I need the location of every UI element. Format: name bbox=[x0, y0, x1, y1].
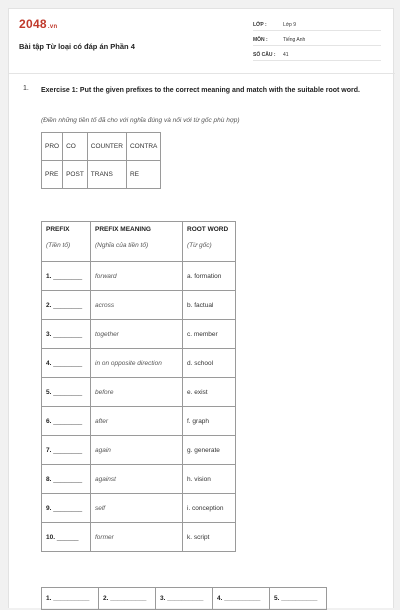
table-row bbox=[42, 349, 236, 378]
prefix-cell: POST bbox=[63, 161, 88, 189]
row-number: 5. bbox=[46, 388, 52, 396]
table-row bbox=[42, 291, 236, 320]
meaning-cell: self bbox=[91, 494, 183, 523]
question-hint: (Điền những tiền tố đã cho với nghĩa đúng và nối với từ gốc phù hợp) bbox=[41, 117, 240, 124]
meaning-cell: against bbox=[91, 465, 183, 494]
row-number: 10. bbox=[46, 533, 56, 541]
meaning-cell: after bbox=[91, 407, 183, 436]
meta-key: SỐ CÂU : bbox=[253, 52, 276, 58]
meaning-cell: across bbox=[91, 291, 183, 320]
meta-class bbox=[253, 17, 381, 31]
header-subtitle: (Nghĩa của tiền tố) bbox=[95, 242, 149, 249]
row-number: 7. bbox=[46, 446, 52, 454]
meta-key: LỚP : bbox=[253, 22, 267, 28]
logo-suffix: .vn bbox=[47, 24, 58, 30]
row-number: 6. bbox=[46, 417, 52, 425]
prefix-blank-cell[interactable]: 3. ________ bbox=[42, 320, 91, 349]
meaning-cell: in on opposite direction bbox=[91, 349, 183, 378]
root-word-cell: g. generate bbox=[183, 436, 236, 465]
answer-row bbox=[42, 588, 327, 610]
table-row bbox=[42, 378, 236, 407]
meaning-cell: forward bbox=[91, 262, 183, 291]
root-word-cell: d. school bbox=[183, 349, 236, 378]
header-subtitle: (Từ gốc) bbox=[187, 242, 212, 249]
header-cell-meaning bbox=[91, 222, 183, 262]
meta-value: Lớp 9 bbox=[283, 22, 297, 28]
table-row bbox=[42, 465, 236, 494]
table-row bbox=[42, 407, 236, 436]
header-title: ROOT WORD bbox=[187, 226, 229, 233]
row-number: 4. bbox=[46, 359, 52, 367]
worksheet-page bbox=[8, 8, 394, 608]
prefix-cell: COUNTER bbox=[87, 133, 126, 161]
row-number: 3. bbox=[46, 330, 52, 338]
answer-cell[interactable]: 4. __________ bbox=[213, 588, 270, 610]
matching-table bbox=[41, 221, 236, 552]
table-row bbox=[42, 262, 236, 291]
prefix-cell: TRANS bbox=[87, 161, 126, 189]
prefix-cell: PRE bbox=[42, 161, 63, 189]
question-number: 1. bbox=[23, 85, 29, 92]
prefix-blank-cell[interactable]: 5. ________ bbox=[42, 378, 91, 407]
header-cell-prefix bbox=[42, 222, 91, 262]
prefix-blank-cell[interactable]: 7. ________ bbox=[42, 436, 91, 465]
header-title: PREFIX bbox=[46, 226, 70, 233]
prefix-row bbox=[42, 161, 161, 189]
root-word-cell: h. vision bbox=[183, 465, 236, 494]
prefix-blank-cell[interactable]: 8. ________ bbox=[42, 465, 91, 494]
answer-cell[interactable]: 2. __________ bbox=[99, 588, 156, 610]
answer-grid bbox=[41, 587, 327, 610]
meta-subject bbox=[253, 32, 381, 46]
root-word-cell: i. conception bbox=[183, 494, 236, 523]
header-subtitle: (Tiền tố) bbox=[46, 242, 71, 249]
meta-question-count bbox=[253, 47, 381, 61]
table-row bbox=[42, 436, 236, 465]
meaning-cell: again bbox=[91, 436, 183, 465]
table-row bbox=[42, 494, 236, 523]
root-word-cell: a. formation bbox=[183, 262, 236, 291]
prefix-blank-cell[interactable]: 6. ________ bbox=[42, 407, 91, 436]
page-header bbox=[9, 9, 395, 64]
root-word-cell: c. member bbox=[183, 320, 236, 349]
prefix-blank-cell[interactable]: 1. ________ bbox=[42, 262, 91, 291]
header-divider bbox=[9, 73, 395, 74]
answer-cell[interactable]: 5. __________ bbox=[270, 588, 327, 610]
answer-cell[interactable]: 3. __________ bbox=[156, 588, 213, 610]
row-number: 2. bbox=[46, 301, 52, 309]
root-word-cell: e. exist bbox=[183, 378, 236, 407]
root-word-cell: f. graph bbox=[183, 407, 236, 436]
prefix-blank-cell[interactable]: 4. ________ bbox=[42, 349, 91, 378]
root-word-cell: b. factual bbox=[183, 291, 236, 320]
root-word-cell: k. script bbox=[183, 523, 236, 552]
prefix-blank-cell[interactable]: 2. ________ bbox=[42, 291, 91, 320]
meaning-cell: former bbox=[91, 523, 183, 552]
meaning-cell: together bbox=[91, 320, 183, 349]
prefix-box bbox=[41, 132, 161, 189]
meta-key: MÔN : bbox=[253, 37, 268, 43]
header-title: PREFIX MEANING bbox=[95, 226, 151, 233]
question-text: Exercise 1: Put the given prefixes to the correct meaning and match with the suitable root word. bbox=[41, 87, 360, 94]
document-title: Bài tập Từ loại có đáp án Phần 4 bbox=[19, 42, 135, 51]
meta-value: 41 bbox=[283, 52, 289, 58]
row-number: 9. bbox=[46, 504, 52, 512]
row-number: 8. bbox=[46, 475, 52, 483]
table-row bbox=[42, 320, 236, 349]
prefix-cell: CO bbox=[63, 133, 88, 161]
prefix-blank-cell[interactable]: 9. ________ bbox=[42, 494, 91, 523]
table-header-row bbox=[42, 222, 236, 262]
prefix-cell: CONTRA bbox=[126, 133, 160, 161]
meaning-cell: before bbox=[91, 378, 183, 407]
prefix-cell: RE bbox=[126, 161, 160, 189]
header-cell-root-word bbox=[183, 222, 236, 262]
answer-cell[interactable]: 1. __________ bbox=[42, 588, 99, 610]
meta-value: Tiếng Anh bbox=[283, 37, 306, 43]
prefix-blank-cell[interactable]: 10. ______ bbox=[42, 523, 91, 552]
prefix-row bbox=[42, 133, 161, 161]
site-logo[interactable] bbox=[19, 17, 57, 31]
prefix-cell: PRO bbox=[42, 133, 63, 161]
row-number: 1. bbox=[46, 272, 52, 280]
table-row bbox=[42, 523, 236, 552]
logo-text: 2048 bbox=[19, 17, 47, 31]
